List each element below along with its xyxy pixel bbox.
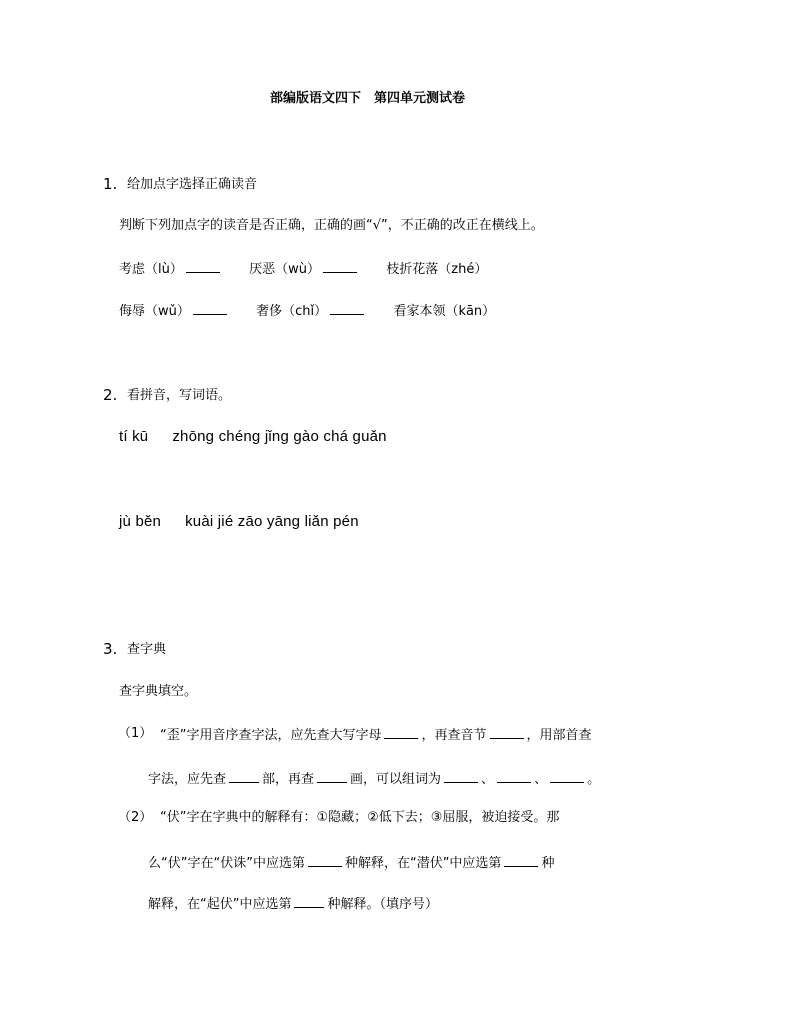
answer-blank[interactable] [444, 768, 478, 783]
q3-text: 么“伏”字在“伏诛”中应选第 [148, 856, 305, 871]
q1-heading: 给加点字选择正确读音 [127, 177, 258, 192]
q3-text: 、 [481, 772, 495, 787]
q3-part2-line-1: “伏”字在字典中的解释有：①隐藏；②低下去；③屈服，被迫接受。那 [160, 810, 560, 825]
q2-pinyin-row-2 [119, 512, 359, 532]
q3-text: “歪”字用音序查字法，应先查大写字母 [160, 728, 382, 743]
answer-blank[interactable] [497, 768, 531, 783]
q1-item: 侮辱（wǔ） [119, 304, 190, 319]
answer-blank[interactable] [193, 300, 227, 315]
answer-blank[interactable] [294, 893, 324, 908]
q3-text: 部，再查 [262, 772, 315, 787]
pinyin-word: liǎn pén [304, 513, 359, 530]
q3-text: ，再查音节 [421, 728, 487, 743]
q1-item-row-1 [119, 258, 487, 280]
answer-blank[interactable] [229, 768, 259, 783]
q3-text: 字法，应先查 [148, 772, 227, 787]
q1-instruction: 判断下列加点字的读音是否正确，正确的画“√”，不正确的改正在横线上。 [119, 218, 544, 233]
q3-text: 种解释，在“潜伏”中应选第 [344, 856, 502, 871]
answer-blank[interactable] [317, 768, 347, 783]
q3-part2-line-3 [148, 893, 438, 915]
q1-item: 厌恶（wù） [249, 262, 321, 277]
answer-blank[interactable] [186, 258, 220, 273]
pinyin-word: jù běn [119, 513, 162, 530]
q3-part2-number: （2） [118, 810, 153, 825]
pinyin-word: zāo yāng [237, 513, 301, 530]
q2-pinyin-row-1 [119, 427, 387, 447]
pinyin-word: tí kū [119, 428, 149, 445]
answer-blank[interactable] [323, 258, 357, 273]
q1-number: 1. [103, 175, 118, 193]
q2-number: 2. [103, 386, 118, 404]
pinyin-word: chá guǎn [323, 428, 387, 445]
q3-text: 种解释。（填序号） [327, 897, 438, 912]
answer-blank[interactable] [308, 852, 342, 867]
page-title: 部编版语文四下 第四单元测试卷 [270, 91, 466, 106]
answer-blank[interactable] [384, 724, 418, 739]
answer-blank[interactable] [490, 724, 524, 739]
answer-blank[interactable] [550, 768, 584, 783]
q3-number: 3. [103, 640, 118, 658]
answer-blank[interactable] [504, 852, 538, 867]
q1-item-row-2 [119, 300, 495, 322]
q3-text: 种 [541, 856, 555, 871]
q3-part1-line-2 [148, 768, 600, 790]
pinyin-word: zhōng chéng [172, 428, 261, 445]
q3-instruction: 查字典填空。 [119, 684, 198, 699]
q3-text: ，用部首查 [526, 728, 592, 743]
q3-heading: 查字典 [127, 642, 167, 657]
pinyin-word: kuài jié [185, 513, 234, 530]
q3-part2-line-2 [148, 852, 554, 874]
pinyin-word: jǐng gào [264, 428, 319, 445]
q3-text: 、 [534, 772, 548, 787]
q3-part1-line-1 [160, 724, 592, 746]
answer-blank[interactable] [330, 300, 364, 315]
q2-heading: 看拼音，写词语。 [127, 388, 232, 403]
q3-text: 画，可以组词为 [350, 772, 442, 787]
q3-text: 解释，在“起伏”中应选第 [148, 897, 292, 912]
q1-item: 考虑（lù） [119, 262, 183, 277]
q3-text: 。 [587, 772, 601, 787]
q3-part1-number: （1） [118, 726, 153, 741]
q1-item: 枝折花落（zhé） [386, 262, 488, 277]
q1-item: 看家本领（kān） [393, 304, 496, 319]
q1-item: 奢侈（chǐ） [256, 304, 328, 319]
